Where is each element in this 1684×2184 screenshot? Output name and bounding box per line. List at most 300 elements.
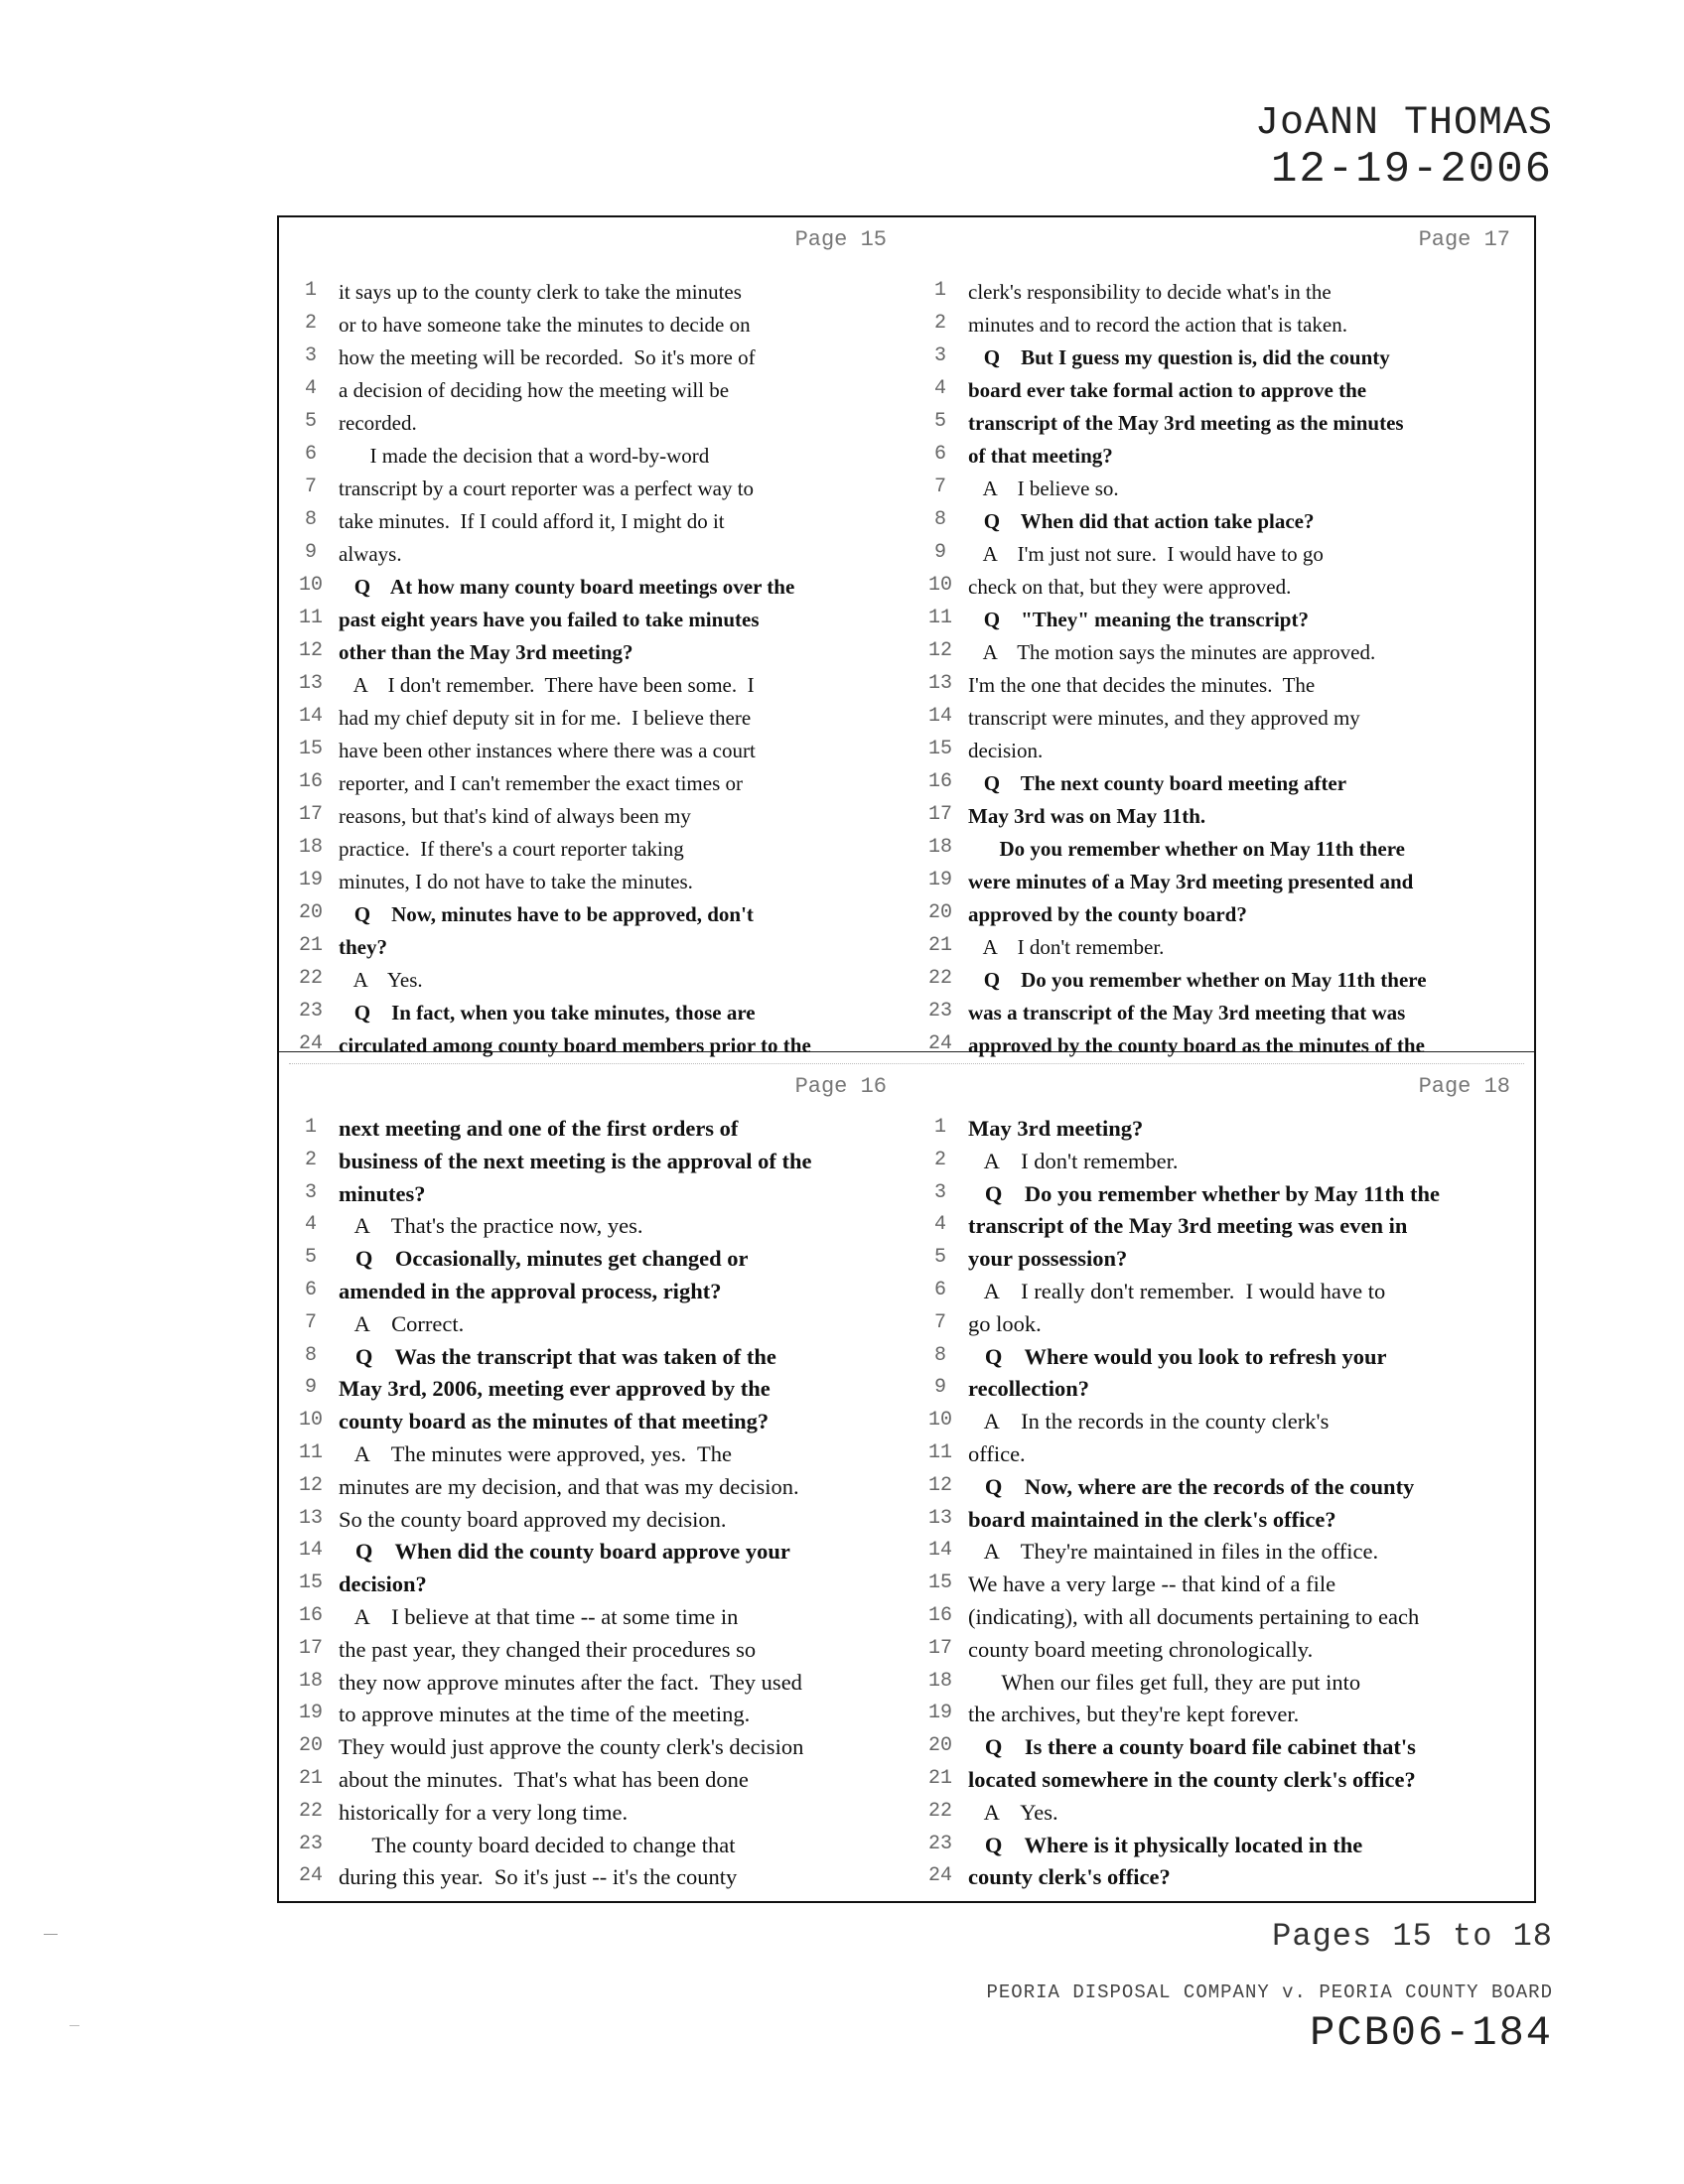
transcript-line [279,1602,905,1635]
transcript-line [909,1862,1534,1895]
line-number: 19 [299,1702,324,1725]
line-number: 5 [304,1246,317,1270]
line-text: a decision of deciding how the meeting will be [339,378,730,402]
line-text: clerk's responsibility to decide what's in the [968,280,1332,304]
line-number: 3 [933,344,946,367]
transcript-line [909,768,1534,801]
line-text: decision. [968,739,1044,762]
line-number: 4 [933,377,946,400]
transcript-line [279,1277,905,1309]
transcript-line [909,310,1534,342]
transcript-line [909,670,1534,703]
line-text: Q When did the county board approve your [339,1539,790,1565]
transcript-line [909,474,1534,506]
transcript-line [279,1244,905,1277]
line-text: the archives, but they're kept forever. [968,1702,1300,1727]
line-number: 14 [299,1539,324,1563]
line-number: 2 [304,1148,317,1171]
transcript-line [909,277,1534,310]
page-number: Page 18 [1418,1074,1510,1099]
transcript-line [909,441,1534,474]
transcript-line [279,1179,905,1212]
line-text: Q "They" meaning the transcript? [968,608,1309,631]
line-number: 10 [928,574,953,597]
transcript-line [279,1374,905,1407]
line-number: 3 [933,1180,946,1204]
line-number: 20 [299,901,324,924]
line-text: A Correct. [339,1310,465,1336]
page-number: Page 16 [794,1074,887,1099]
line-number: 1 [933,279,946,302]
transcript-line [279,768,905,801]
line-text: Q At how many county board meetings over the [339,575,795,599]
line-text: circulated among county board members prior to the [339,1033,811,1057]
line-number: 13 [299,1506,324,1530]
transcript-line [909,539,1534,572]
line-number: 5 [304,410,317,433]
line-text: When our files get full, they are put into [968,1669,1361,1695]
line-number: 17 [928,1636,953,1660]
line-number: 22 [299,1799,324,1823]
line-text: Q Where would you look to refresh your [968,1343,1387,1369]
line-number: 23 [928,1000,953,1023]
line-text: Q Do you remember whether on May 11th there [968,968,1427,992]
line-text: county board meeting chronologically. [968,1636,1314,1662]
transcript-lines [279,277,905,1063]
line-number: 19 [928,1702,953,1725]
line-number: 18 [928,1669,953,1693]
line-number: 6 [933,443,946,466]
line-text: next meeting and one of the first orders of [339,1116,739,1141]
transcript-line [909,1407,1534,1439]
line-text: May 3rd, 2006, meeting ever approved by the [339,1376,771,1402]
line-text: A Yes. [968,1799,1058,1825]
line-number: 7 [304,476,317,498]
page-divider-dotted [289,1063,1524,1064]
line-text: A They're maintained in files in the office. [968,1539,1379,1565]
line-number: 23 [299,1832,324,1855]
line-text: Q In fact, when you take minutes, those are [339,1001,756,1024]
line-text: May 3rd meeting? [968,1116,1144,1141]
transcript-line [909,408,1534,441]
line-number: 17 [928,803,953,826]
transcript-line [909,1277,1534,1309]
line-number: 8 [304,508,317,531]
transcript-line [909,375,1534,408]
transcript-line [279,1798,905,1831]
line-number: 20 [928,1734,953,1758]
transcript-line [909,801,1534,834]
line-number: 20 [928,901,953,924]
line-number: 2 [933,312,946,335]
transcript-line [279,1030,905,1063]
line-number: 9 [304,1376,317,1400]
transcript-line [909,1211,1534,1244]
transcript-line [279,441,905,474]
transcript-line [909,506,1534,539]
line-number: 12 [299,1473,324,1497]
transcript-lines [909,277,1534,1063]
line-text: board ever take formal action to approve the [968,378,1367,402]
line-number: 22 [928,1799,953,1823]
line-text: reasons, but that's kind of always been my [339,804,691,828]
transcript-line [279,1505,905,1538]
transcript-line [909,932,1534,965]
line-text: The county board decided to change that [339,1832,736,1857]
line-text: county board as the minutes of that meeting? [339,1409,770,1434]
line-number: 21 [299,934,324,957]
transcript-line [909,605,1534,637]
line-number: 9 [933,541,946,564]
line-text: Q But I guess my question is, did the county [968,345,1390,369]
line-text: minutes are my decision, and that was my decision. [339,1473,799,1499]
line-number: 11 [928,1440,953,1464]
line-number: 15 [928,738,953,760]
line-text: how the meeting will be recorded. So it's more of [339,345,756,369]
line-text: or to have someone take the minutes to decide on [339,313,751,337]
transcript-line [279,310,905,342]
transcript-line [909,1374,1534,1407]
line-text: practice. If there's a court reporter taking [339,837,684,861]
line-number: 20 [299,1734,324,1758]
line-text: A I'm just not sure. I would have to go [968,542,1324,566]
case-number: PCB06-184 [1310,2009,1553,2057]
line-text: I'm the one that decides the minutes. The [968,673,1316,697]
line-text: Q Is there a county board file cabinet that's [968,1734,1416,1760]
line-number: 14 [928,1539,953,1563]
line-text: decision? [339,1571,427,1597]
line-text: board maintained in the clerk's office? [968,1506,1336,1532]
line-text: of that meeting? [968,444,1113,468]
line-text: Q Do you remember whether by May 11th the [968,1180,1440,1206]
line-text: Q Now, minutes have to be approved, don't [339,902,754,926]
line-number: 10 [928,1409,953,1433]
transcript-line [279,867,905,899]
transcript-line [279,1211,905,1244]
line-text: always. [339,542,402,566]
line-text: business of the next meeting is the approval of the [339,1148,812,1173]
line-text: they? [339,935,387,959]
transcript-line [279,1114,905,1147]
line-text: during this year. So it's just -- it's the county [339,1864,738,1890]
line-text: A I believe so. [968,477,1119,500]
transcript-line [279,342,905,375]
transcript-line [279,1147,905,1179]
line-number: 23 [299,1000,324,1023]
transcript-line [279,539,905,572]
line-text: Q Occasionally, minutes get changed or [339,1246,749,1272]
line-text: A The minutes were approved, yes. The [339,1440,732,1466]
transcript-frame [277,215,1536,1903]
line-text: had my chief deputy sit in for me. I believe there [339,706,752,730]
transcript-line [279,375,905,408]
transcript-line [279,277,905,310]
line-number: 8 [933,1343,946,1367]
line-number: 3 [304,1180,317,1204]
line-number: 22 [928,967,953,990]
line-number: 8 [933,508,946,531]
transcript-line [279,998,905,1030]
transcript-line [909,834,1534,867]
transcript-line [279,506,905,539]
line-text: Q The next county board meeting after [968,771,1347,795]
line-number: 6 [933,1278,946,1301]
line-number: 2 [304,312,317,335]
line-number: 16 [299,770,324,793]
line-number: 7 [933,1310,946,1334]
line-text: other than the May 3rd meeting? [339,640,633,664]
line-text: I made the decision that a word-by-word [339,444,710,468]
line-number: 15 [299,1571,324,1595]
transcript-line [909,1505,1534,1538]
line-number: 4 [304,1213,317,1237]
line-text: They would just approve the county clerk's decision [339,1734,804,1760]
line-text: past eight years have you failed to take minutes [339,608,760,631]
line-text: the past year, they changed their procedures so [339,1636,757,1662]
transcript-line [909,637,1534,670]
line-number: 8 [304,1343,317,1367]
line-text: located somewhere in the county clerk's office? [968,1766,1416,1792]
line-text: your possession? [968,1246,1128,1272]
transcript-line [279,703,905,736]
line-number: 24 [928,1864,953,1888]
transcript-line [279,1570,905,1602]
line-text: office. [968,1440,1026,1466]
line-number: 22 [299,967,324,990]
line-text: A In the records in the county clerk's [968,1409,1330,1434]
line-text: take minutes. If I could afford it, I might do it [339,509,725,533]
transcript-line [279,1309,905,1342]
transcript-line [279,1342,905,1375]
deposition-date: 12-19-2006 [1270,145,1553,195]
line-number: 1 [304,279,317,302]
line-text: A I don't remember. [968,1148,1179,1173]
line-text: Q When did that action take place? [968,509,1315,533]
line-text: A I don't remember. There have been some. I [339,673,755,697]
transcript-line [909,1472,1534,1505]
line-text: transcript of the May 3rd meeting as the minutes [968,411,1404,435]
transcript-line [279,899,905,932]
line-number: 18 [299,836,324,859]
line-text: minutes, I do not have to take the minutes. [339,870,693,893]
line-text: A I don't remember. [968,935,1165,959]
line-number: 10 [299,574,324,597]
transcript-line [909,965,1534,998]
line-number: 11 [299,607,324,629]
line-text: A The motion says the minutes are approved. [968,640,1376,664]
transcript-line [279,1439,905,1472]
line-number: 15 [928,1571,953,1595]
line-number: 15 [299,738,324,760]
line-number: 12 [299,639,324,662]
line-text: minutes and to record the action that is taken. [968,313,1347,337]
transcript-line [279,1700,905,1732]
line-number: 2 [933,1148,946,1171]
line-number: 17 [299,1636,324,1660]
line-number: 11 [928,607,953,629]
line-text: have been other instances where there was a court [339,739,756,762]
line-number: 9 [304,541,317,564]
transcript-line [909,342,1534,375]
scan-mark [44,1934,58,1935]
line-number: 19 [299,869,324,891]
line-number: 1 [304,1116,317,1139]
transcript-line [279,1407,905,1439]
line-text: it says up to the county clerk to take the minutes [339,280,742,304]
line-number: 1 [933,1116,946,1139]
line-number: 10 [299,1409,324,1433]
line-number: 16 [299,1603,324,1627]
transcript-line [909,1439,1534,1472]
line-number: 6 [304,1278,317,1301]
line-number: 16 [928,1603,953,1627]
line-number: 24 [928,1032,953,1055]
transcript-line [279,1537,905,1570]
line-text: A Yes. [339,968,423,992]
transcript-line [909,998,1534,1030]
transcript-line [279,1765,905,1798]
transcript-line [279,1635,905,1668]
transcript-line [279,932,905,965]
line-text: A That's the practice now, yes. [339,1213,643,1239]
line-number: 21 [928,1766,953,1790]
transcript-line [279,736,905,768]
line-text: approved by the county board? [968,902,1247,926]
line-number: 24 [299,1032,324,1055]
transcript-line [279,801,905,834]
transcript-line [909,1700,1534,1732]
scan-mark [70,2025,79,2026]
line-number: 12 [928,639,953,662]
line-text: A I really don't remember. I would have to [968,1278,1386,1303]
line-text: check on that, but they were approved. [968,575,1292,599]
line-text: transcript of the May 3rd meeting was even in [968,1213,1408,1239]
line-text: they now approve minutes after the fact. They used [339,1669,802,1695]
line-number: 9 [933,1376,946,1400]
transcript-line [279,637,905,670]
transcript-line [909,1765,1534,1798]
transcript-line [909,867,1534,899]
transcript-line [909,1147,1534,1179]
line-text: Q Now, where are the records of the county [968,1473,1415,1499]
line-number: 21 [928,934,953,957]
transcript-line [909,1570,1534,1602]
transcript-line [909,1342,1534,1375]
line-text: about the minutes. That's what has been done [339,1766,749,1792]
transcript-line [279,605,905,637]
line-number: 5 [933,1246,946,1270]
transcript-line [279,1831,905,1863]
transcript-line [909,1537,1534,1570]
line-text: were minutes of a May 3rd meeting presented and [968,870,1414,893]
line-text: transcript were minutes, and they approved my [968,706,1360,730]
line-text: So the county board approved my decision. [339,1506,727,1532]
transcript-lines [909,1114,1534,1895]
line-number: 7 [933,476,946,498]
line-number: 18 [299,1669,324,1693]
line-number: 23 [928,1832,953,1855]
line-text: reporter, and I can't remember the exact times or [339,771,743,795]
line-number: 21 [299,1766,324,1790]
line-text: Q Where is it physically located in the [968,1832,1363,1857]
transcript-line [909,1602,1534,1635]
line-text: We have a very large -- that kind of a file [968,1571,1336,1597]
line-text: recollection? [968,1376,1090,1402]
line-text: amended in the approval process, right? [339,1278,722,1303]
line-number: 14 [299,705,324,728]
transcript-line [279,408,905,441]
transcript-line [279,1732,905,1765]
transcript-line [279,474,905,506]
transcript-line [909,1030,1534,1063]
line-number: 13 [928,1506,953,1530]
line-number: 16 [928,770,953,793]
page-number: Page 15 [794,227,887,252]
line-number: 24 [299,1864,324,1888]
transcript-line [279,670,905,703]
line-number: 19 [928,869,953,891]
line-number: 4 [933,1213,946,1237]
transcript-line [279,965,905,998]
line-text: approved by the county board as the minutes of the [968,1033,1425,1057]
line-text: historically for a very long time. [339,1799,629,1825]
transcript-line [279,834,905,867]
line-text: May 3rd was on May 11th. [968,804,1206,828]
transcript-line [909,1635,1534,1668]
line-number: 14 [928,705,953,728]
transcript-line [909,1179,1534,1212]
line-text: (indicating), with all documents pertaining to each [968,1603,1420,1629]
pages-range: Pages 15 to 18 [1272,1918,1553,1955]
transcript-line [909,1309,1534,1342]
line-number: 4 [304,377,317,400]
line-number: 13 [299,672,324,695]
line-number: 5 [933,410,946,433]
transcript-line [909,1668,1534,1701]
line-text: minutes? [339,1180,426,1206]
line-number: 7 [304,1310,317,1334]
transcript-line [909,572,1534,605]
transcript-lines [279,1114,905,1895]
line-text: Do you remember whether on May 11th there [968,837,1405,861]
transcript-line [909,1244,1534,1277]
transcript-line [279,572,905,605]
line-number: 3 [304,344,317,367]
transcript-line [909,703,1534,736]
line-text: A I believe at that time -- at some time in [339,1603,739,1629]
line-text: transcript by a court reporter was a perfect way to [339,477,755,500]
page-number: Page 17 [1418,227,1510,252]
line-number: 13 [928,672,953,695]
witness-name: JoANN THOMAS [1254,101,1553,146]
transcript-line [279,1472,905,1505]
line-text: Q Was the transcript that was taken of the [339,1343,776,1369]
line-text: was a transcript of the May 3rd meeting that was [968,1001,1406,1024]
line-text: recorded. [339,411,417,435]
line-number: 6 [304,443,317,466]
transcript-line [909,899,1534,932]
transcript-line [909,1831,1534,1863]
transcript-line [909,1732,1534,1765]
transcript-line [909,1798,1534,1831]
line-text: go look. [968,1310,1042,1336]
line-text: to approve minutes at the time of the meeting. [339,1702,751,1727]
line-number: 17 [299,803,324,826]
line-number: 12 [928,1473,953,1497]
transcript-line [909,736,1534,768]
line-text: county clerk's office? [968,1864,1171,1890]
transcript-line [909,1114,1534,1147]
